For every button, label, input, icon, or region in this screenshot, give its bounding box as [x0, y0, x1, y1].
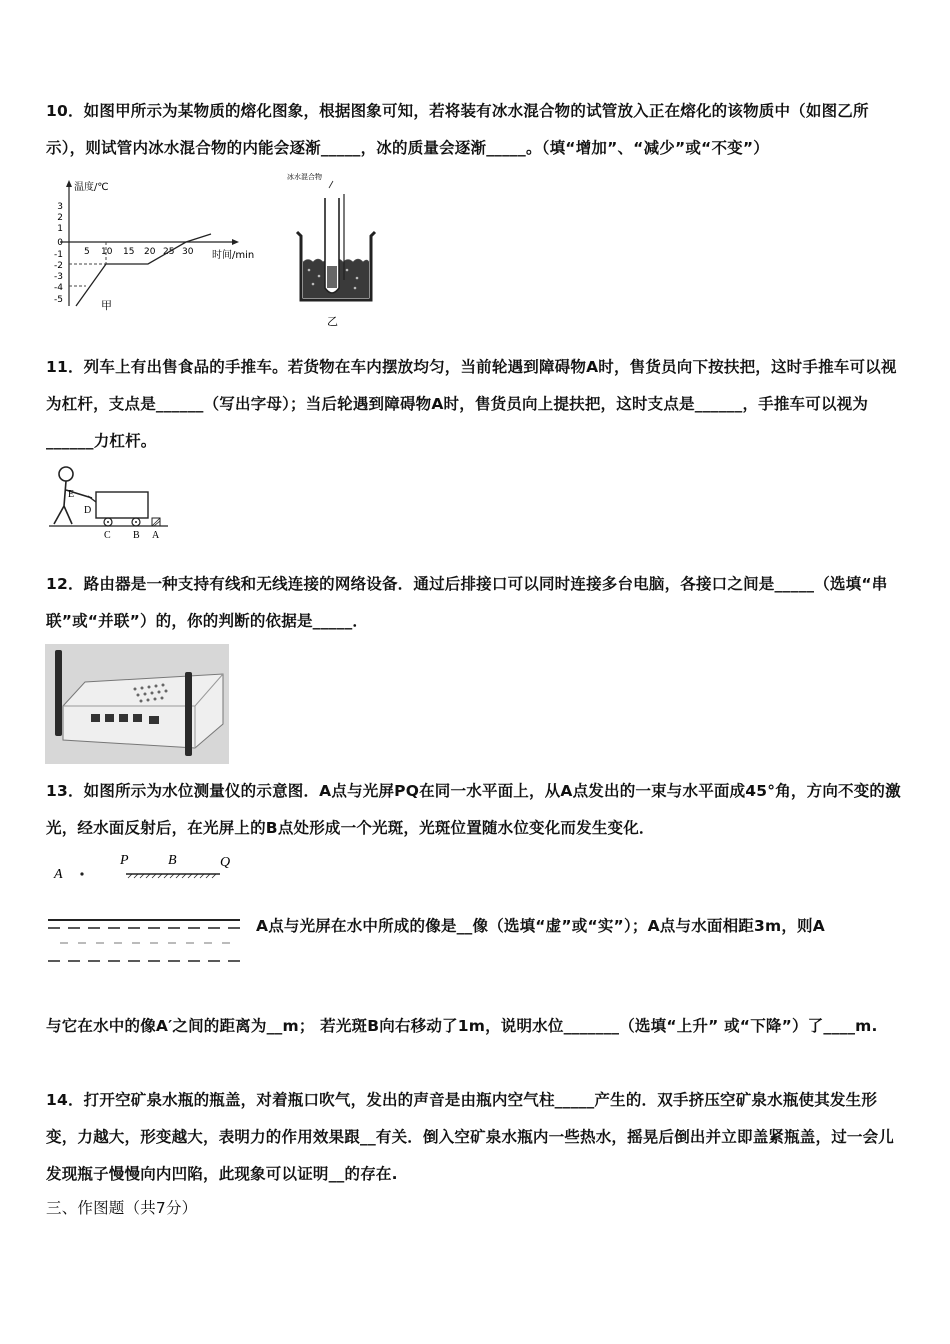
label-C: C	[104, 530, 111, 541]
beaker-caption: 乙	[327, 315, 338, 328]
label-A: A	[152, 530, 160, 541]
section-3-title: 三、作图题（共7分）	[46, 1199, 198, 1217]
trolley-figure	[44, 464, 174, 542]
y-tick: 3	[57, 202, 63, 212]
water-level-figure	[48, 848, 248, 973]
label-B: B	[133, 530, 140, 541]
label-D: D	[84, 505, 92, 516]
question-11-text: 11．列车上有出售食品的手推车。若货物在车内摆放均匀，当前轮遇到障碍物A时，售货员向下按扶把，这时手推车可以视为杠杆，支点是______（写出字母）；当后轮遇到障碍物A时，售货员向上提扶把，这时支点是______，手推车可以视为______力杠杆。	[46, 358, 897, 450]
graph-ylabel: 温度/℃	[74, 182, 109, 193]
x-tick: 5	[84, 247, 90, 257]
x-tick: 10	[101, 247, 113, 257]
beaker-figure	[285, 170, 385, 330]
label-E: E	[68, 489, 75, 500]
x-tick: 20	[144, 247, 156, 257]
x-tick: 15	[123, 247, 135, 257]
y-tick: 1	[57, 224, 63, 234]
question-13-intro: 13．如图所示为水位测量仪的示意图．A点与光屏PQ在同一水平面上，从A点发出的一束与水平面成45°角，方向不变的激光，经水面反射后，在光屏上的B点处形成一个光斑，光斑位置随水位变化而发生变化．	[46, 782, 901, 837]
label-Q: Q	[220, 855, 231, 870]
y-tick: -1	[54, 250, 63, 260]
beaker-label: 冰水混合物	[287, 173, 322, 181]
question-13-rest: 与它在水中的像A′之间的距离为__m； 若光斑B向右移动了1m，说明水位_______（选填“上升” 或“下降”）了____m.	[46, 1017, 878, 1035]
y-tick: 2	[57, 213, 63, 223]
y-tick: -4	[54, 283, 63, 293]
label-A-point: A	[54, 867, 63, 882]
y-tick: 0	[57, 238, 63, 248]
x-tick: 30	[182, 247, 194, 257]
label-P: P	[120, 853, 129, 868]
question-10-text: 10．如图甲所示为某物质的熔化图象，根据图象可知，若将装有冰水混合物的试管放入正在熔化的该物质中（如图乙所示），则试管内冰水混合物的内能会逐渐_____，冰的质量会逐渐_____。（填“增加”、“减少”或“不变”）	[46, 102, 869, 157]
question-14-text: 14．打开空矿泉水瓶的瓶盖，对着瓶口吹气，发出的声音是由瓶内空气柱_____产生的．双手挤压空矿泉水瓶使其发生形变，力越大，形变越大，表明力的作用效果跟__有关．倒入空矿泉水瓶内一些热水，摇晃后倒出并立即盖紧瓶盖，过一会儿发现瓶子慢慢向内凹陷，此现象可以证明__的存在.	[46, 1091, 895, 1183]
y-tick: -2	[54, 261, 63, 271]
graph-caption: 甲	[101, 299, 112, 312]
question-13-side-text: A点与光屏在水中所成的像是__像（选填“虚”或“实”）；A点与水面相距3m，则A	[256, 917, 825, 935]
melting-curve	[76, 234, 211, 306]
question-12-text: 12．路由器是一种支持有线和无线连接的网络设备．通过后排接口可以同时连接多台电脑，各接口之间是_____（选填“串联”或“并联”）的，你的判断的依据是_____．	[46, 575, 888, 630]
router-photo	[45, 644, 229, 764]
graph-xlabel: 时间/min	[212, 250, 255, 261]
label-B-spot: B	[168, 853, 177, 868]
y-tick: -3	[54, 272, 63, 282]
y-tick: -5	[54, 295, 63, 305]
melting-graph-figure	[46, 178, 271, 313]
x-tick: 25	[163, 247, 175, 257]
